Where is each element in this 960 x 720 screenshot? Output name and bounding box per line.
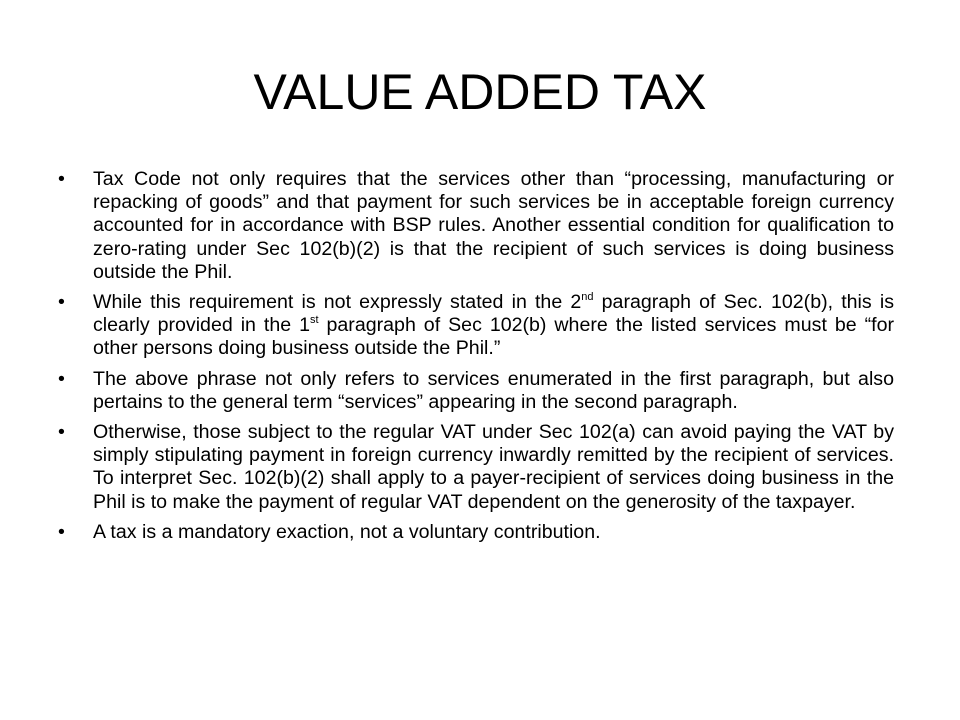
bullet-text-part: paragraph of Sec 102(b) where the listed services must be “for other persons doing business outside the Phil.” [93,314,894,360]
bullet-item [58,168,894,284]
bullet-text: A tax is a mandatory exaction, not a voluntary contribution. [93,520,601,543]
bullet-icon: • [58,520,65,543]
bullet-item [58,368,894,414]
bullet-text: The above phrase not only refers to services enumerated in the first paragraph, but also pertains to the general term “services” appearing in the second paragraph. [93,367,894,413]
bullet-item [58,291,894,361]
bullet-item [58,421,894,514]
bullet-icon: • [58,291,65,314]
bullet-icon: • [58,168,65,190]
bullet-item [58,521,894,544]
bullet-text [93,291,894,359]
ordinal-suffix: nd [581,291,594,304]
bullet-list [58,168,894,551]
bullet-text: Otherwise, those subject to the regular VAT under Sec 102(a) can avoid paying the VAT by simply stipulating payment in foreign currency inwardly remitted by the recipient of services. To interpret Sec. 102(b)(2) shall apply to a payer-recipient of services doing business in the Phil is to make the payment of regular VAT dependent on the generosity of the taxpayer. [93,421,894,513]
bullet-text-part: paragraph of Sec. 102(b), this is clearly provided in the 1 [93,291,894,337]
bullet-text-part: While this requirement is not expressly stated in the 2 [93,291,582,314]
bullet-text: Tax Code not only requires that the services other than “processing, manufacturing or repacking of goods” and that payment for such services be in acceptable foreign currency accounted for in accordance with BSP rules. Another essential condition for qualification to zero-rating under Sec 102(b)(2) is that the recipient of such services is doing business outside the Phil. [93,168,894,283]
ordinal-suffix: st [310,314,319,327]
bullet-icon: • [58,367,65,390]
slide-title: VALUE ADDED TAX [253,64,707,120]
bullet-icon: • [58,421,65,444]
